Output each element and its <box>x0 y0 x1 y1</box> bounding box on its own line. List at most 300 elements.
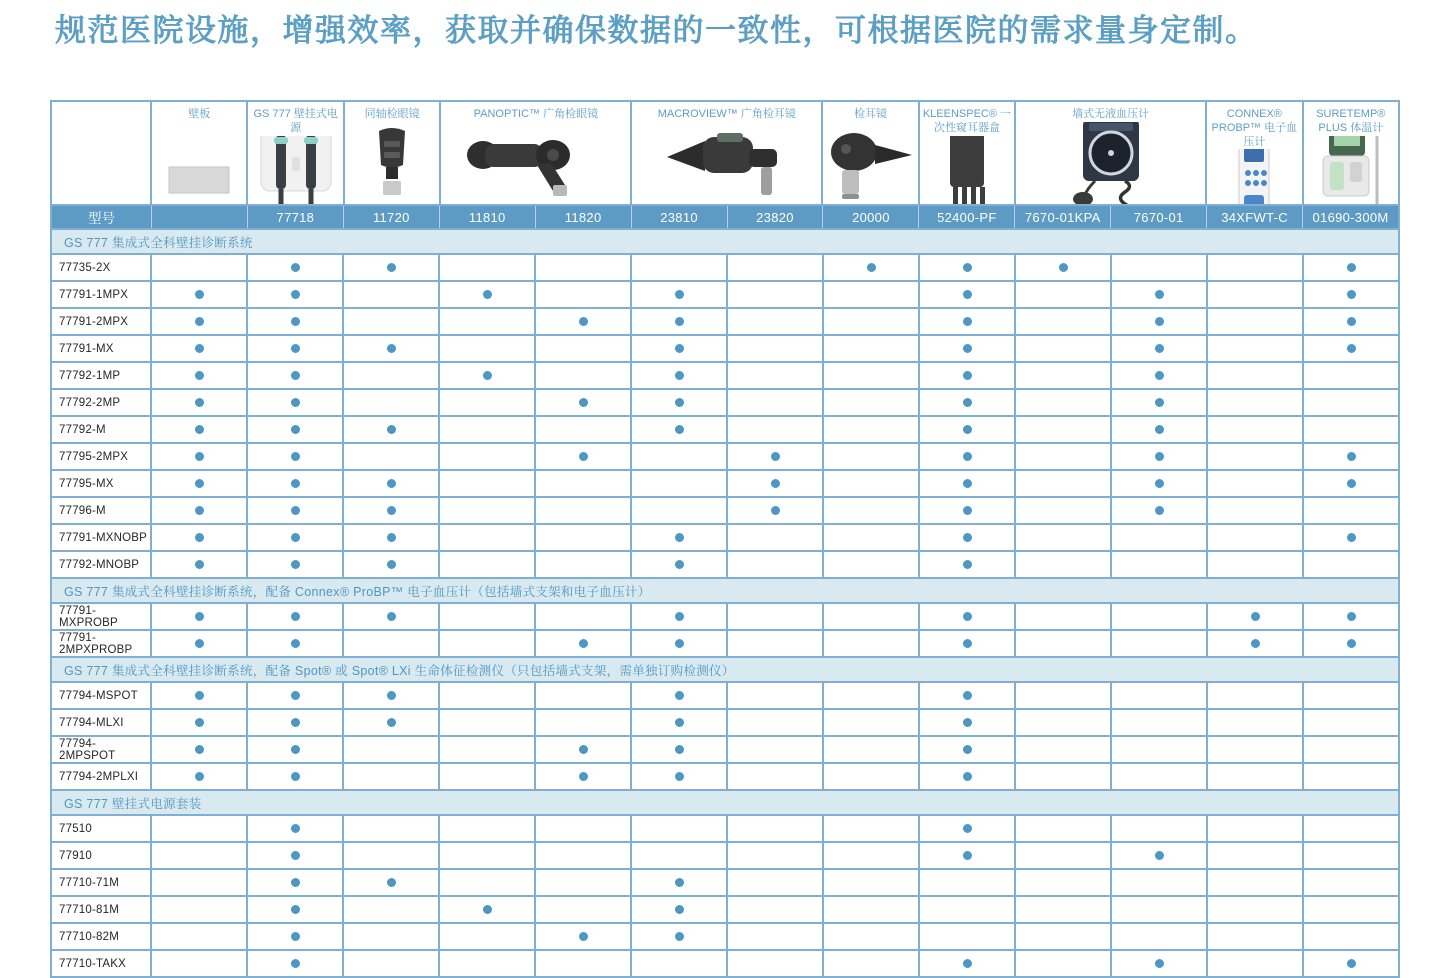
matrix-cell <box>440 282 536 307</box>
matrix-cell <box>1112 282 1208 307</box>
matrix-cell <box>920 631 1016 656</box>
matrix-cell <box>440 444 536 469</box>
matrix-cell <box>824 764 920 789</box>
matrix-cell <box>1016 255 1112 280</box>
matrix-cell <box>728 604 824 629</box>
matrix-cell <box>1208 444 1304 469</box>
row-model-label: 77794-2MPLXI <box>52 764 152 789</box>
matrix-cell <box>1112 843 1208 868</box>
model-code-cell: 23810 <box>632 206 728 228</box>
feature-dot <box>195 772 204 781</box>
matrix-cell <box>344 870 440 895</box>
feature-dot <box>675 317 684 326</box>
column-group-label: KLEENSPEC® 一次性窥耳器盒 <box>922 108 1012 134</box>
feature-dot <box>1251 639 1260 648</box>
specula-box-icon <box>937 136 997 205</box>
matrix-cell <box>920 843 1016 868</box>
matrix-cell <box>1208 737 1304 762</box>
feature-dot <box>579 452 588 461</box>
matrix-cell <box>440 816 536 841</box>
matrix-cell <box>1304 737 1398 762</box>
column-group-label: SURETEMP® PLUS 体温计 <box>1316 108 1386 134</box>
feature-dot <box>195 560 204 569</box>
matrix-cell <box>824 525 920 550</box>
feature-dot <box>1347 452 1356 461</box>
row-model-label: 77710-81M <box>52 897 152 922</box>
matrix-cell <box>632 924 728 949</box>
matrix-cell <box>632 604 728 629</box>
model-code-cell: 23820 <box>728 206 824 228</box>
matrix-cell <box>920 417 1016 442</box>
matrix-cell <box>1016 444 1112 469</box>
matrix-cell <box>1016 363 1112 388</box>
section-header: GS 777 集成式全科壁挂诊断系统，配备 Spot® 或 Spot® LXi 生命体征检测仪（只包括墙式支架，需单独订购检测仪） <box>52 656 1398 681</box>
matrix-cell <box>1016 710 1112 735</box>
column-group-0 <box>152 102 248 204</box>
matrix-cell <box>1208 336 1304 361</box>
feature-dot <box>291 851 300 860</box>
feature-dot <box>1155 398 1164 407</box>
matrix-cell <box>152 631 248 656</box>
matrix-cell <box>440 897 536 922</box>
matrix-cell <box>536 924 632 949</box>
matrix-cell <box>1304 498 1398 523</box>
table-row <box>52 681 1398 708</box>
matrix-cell <box>440 336 536 361</box>
feature-dot <box>963 533 972 542</box>
matrix-cell <box>248 444 344 469</box>
matrix-cell <box>632 764 728 789</box>
matrix-cell <box>248 336 344 361</box>
feature-dot <box>387 344 396 353</box>
feature-dot <box>1155 479 1164 488</box>
matrix-cell <box>1112 710 1208 735</box>
matrix-cell <box>1112 737 1208 762</box>
row-model-label: 77735-2X <box>52 255 152 280</box>
feature-dot <box>291 905 300 914</box>
feature-dot <box>675 425 684 434</box>
probp-icon <box>1231 149 1277 204</box>
row-model-label: 77710-82M <box>52 924 152 949</box>
matrix-cell <box>344 282 440 307</box>
matrix-cell <box>248 309 344 334</box>
matrix-cell <box>824 255 920 280</box>
matrix-cell <box>536 552 632 577</box>
feature-dot <box>195 479 204 488</box>
matrix-cell <box>824 870 920 895</box>
matrix-cell <box>728 525 824 550</box>
model-code-cell: 11820 <box>536 206 632 228</box>
matrix-cell <box>1208 363 1304 388</box>
matrix-cell <box>824 604 920 629</box>
matrix-cell <box>248 843 344 868</box>
matrix-cell <box>728 897 824 922</box>
row-model-label: 77710-TAKX <box>52 951 152 976</box>
table-row <box>52 280 1398 307</box>
feature-dot <box>963 560 972 569</box>
feature-dot <box>387 479 396 488</box>
matrix-cell <box>1304 552 1398 577</box>
matrix-cell <box>344 417 440 442</box>
matrix-cell <box>344 631 440 656</box>
row-model-label: 77795-MX <box>52 471 152 496</box>
feature-dot <box>1155 290 1164 299</box>
column-group-label: MACROVIEW™ 广角检耳镜 <box>657 108 796 120</box>
matrix-cell <box>728 336 824 361</box>
table-row <box>52 814 1398 841</box>
feature-dot <box>963 745 972 754</box>
table-row <box>52 388 1398 415</box>
column-group-label: 壁板 <box>188 108 211 120</box>
column-group-2 <box>345 102 441 204</box>
matrix-cell <box>536 764 632 789</box>
matrix-cell <box>536 309 632 334</box>
matrix-cell <box>1112 363 1208 388</box>
model-code-cell: 01690-300M <box>1312 209 1389 225</box>
column-group-8 <box>1207 102 1303 204</box>
table-row <box>52 868 1398 895</box>
matrix-cell <box>728 870 824 895</box>
matrix-cell <box>824 471 920 496</box>
matrix-cell <box>632 737 728 762</box>
matrix-cell <box>728 710 824 735</box>
model-code-cell: 52400-PF <box>919 206 1015 228</box>
matrix-cell <box>152 444 248 469</box>
feature-dot <box>195 371 204 380</box>
feature-dot <box>1155 425 1164 434</box>
feature-dot <box>1347 317 1356 326</box>
matrix-cell <box>536 870 632 895</box>
feature-dot <box>387 425 396 434</box>
feature-dot <box>195 290 204 299</box>
matrix-cell <box>152 390 248 415</box>
matrix-cell <box>536 390 632 415</box>
matrix-cell <box>920 282 1016 307</box>
feature-dot <box>195 452 204 461</box>
matrix-cell <box>824 309 920 334</box>
matrix-cell <box>728 631 824 656</box>
otoscope-icon <box>823 122 919 204</box>
matrix-cell <box>1208 471 1304 496</box>
matrix-cell <box>1112 552 1208 577</box>
matrix-cell <box>920 498 1016 523</box>
feature-dot <box>387 263 396 272</box>
matrix-cell <box>440 870 536 895</box>
matrix-cell <box>440 309 536 334</box>
matrix-cell <box>152 336 248 361</box>
feature-dot <box>579 745 588 754</box>
model-number-band <box>52 204 1398 228</box>
matrix-cell <box>632 897 728 922</box>
matrix-cell <box>440 525 536 550</box>
table-row <box>52 415 1398 442</box>
matrix-cell <box>344 363 440 388</box>
matrix-cell <box>728 764 824 789</box>
matrix-cell <box>1304 870 1398 895</box>
matrix-cell <box>824 444 920 469</box>
section-header: GS 777 集成式全科壁挂诊断系统，配备 Connex® ProBP™ 电子血压计（包括墙式支架和电子血压计） <box>52 577 1398 602</box>
matrix-cell <box>728 737 824 762</box>
matrix-cell <box>920 336 1016 361</box>
matrix-cell <box>920 525 1016 550</box>
row-model-label: 77792-1MP <box>52 363 152 388</box>
feature-dot <box>1155 452 1164 461</box>
matrix-cell <box>344 604 440 629</box>
matrix-cell <box>536 417 632 442</box>
aneroid-bp-icon <box>1055 122 1167 204</box>
row-model-label: 77796-M <box>52 498 152 523</box>
column-group-label: 墙式无液血压计 <box>1072 108 1150 120</box>
row-model-label: 77791-2MPXPROBP <box>52 631 152 656</box>
matrix-cell <box>440 363 536 388</box>
matrix-cell <box>1016 683 1112 708</box>
matrix-cell <box>1112 764 1208 789</box>
ophthalmoscope-icon <box>369 122 415 204</box>
matrix-cell <box>1112 417 1208 442</box>
matrix-cell <box>1304 951 1398 976</box>
table-row <box>52 762 1398 789</box>
matrix-cell <box>248 498 344 523</box>
matrix-cell <box>344 710 440 735</box>
matrix-cell <box>920 951 1016 976</box>
feature-dot <box>387 878 396 887</box>
matrix-cell <box>1208 604 1304 629</box>
feature-dot <box>675 560 684 569</box>
feature-dot <box>483 290 492 299</box>
matrix-cell <box>632 816 728 841</box>
matrix-cell <box>1016 870 1112 895</box>
matrix-cell <box>440 843 536 868</box>
matrix-cell <box>248 552 344 577</box>
matrix-cell <box>152 525 248 550</box>
matrix-cell <box>248 816 344 841</box>
table-row <box>52 307 1398 334</box>
matrix-cell <box>1304 336 1398 361</box>
matrix-cell <box>632 552 728 577</box>
feature-dot <box>675 691 684 700</box>
feature-dot <box>963 851 972 860</box>
matrix-cell <box>920 710 1016 735</box>
matrix-cell <box>632 390 728 415</box>
matrix-cell <box>1016 417 1112 442</box>
matrix-cell <box>536 897 632 922</box>
matrix-cell <box>824 336 920 361</box>
matrix-cell <box>248 951 344 976</box>
feature-dot <box>963 691 972 700</box>
column-group-3 <box>441 102 632 204</box>
feature-dot <box>1155 371 1164 380</box>
feature-dot <box>963 263 972 272</box>
product-compatibility-table <box>50 100 1400 978</box>
feature-dot <box>963 290 972 299</box>
matrix-cell <box>248 897 344 922</box>
column-group-6 <box>920 102 1016 204</box>
matrix-cell <box>824 363 920 388</box>
section-header: GS 777 壁挂式电源套装 <box>52 789 1398 814</box>
matrix-cell <box>1112 604 1208 629</box>
matrix-cell <box>824 951 920 976</box>
matrix-cell <box>536 737 632 762</box>
matrix-cell <box>1304 683 1398 708</box>
matrix-cell <box>1016 390 1112 415</box>
matrix-cell <box>1112 683 1208 708</box>
column-group-label: 同轴检眼镜 <box>364 108 420 120</box>
matrix-cell <box>1304 417 1398 442</box>
matrix-cell <box>152 604 248 629</box>
row-model-label: 77794-2MPSPOT <box>52 737 152 762</box>
row-model-label: 77791-2MPX <box>52 309 152 334</box>
matrix-cell <box>1208 764 1304 789</box>
feature-dot <box>1059 263 1068 272</box>
matrix-cell <box>920 390 1016 415</box>
matrix-cell <box>632 282 728 307</box>
matrix-cell <box>1208 897 1304 922</box>
matrix-cell <box>248 390 344 415</box>
matrix-cell <box>1208 710 1304 735</box>
matrix-cell <box>1112 309 1208 334</box>
feature-dot <box>675 398 684 407</box>
matrix-cell <box>632 498 728 523</box>
matrix-cell <box>1208 255 1304 280</box>
feature-dot <box>483 371 492 380</box>
feature-dot <box>387 718 396 727</box>
feature-dot <box>675 772 684 781</box>
feature-dot <box>963 612 972 621</box>
matrix-cell <box>1304 816 1398 841</box>
matrix-cell <box>632 951 728 976</box>
matrix-cell <box>248 604 344 629</box>
matrix-cell <box>920 683 1016 708</box>
matrix-cell <box>1016 737 1112 762</box>
matrix-cell <box>1208 631 1304 656</box>
matrix-cell <box>440 683 536 708</box>
matrix-cell <box>536 363 632 388</box>
matrix-cell <box>920 604 1016 629</box>
matrix-cell <box>1016 631 1112 656</box>
table-row <box>52 602 1398 629</box>
feature-dot <box>1347 290 1356 299</box>
row-model-label: 77791-MXNOBP <box>52 525 152 550</box>
matrix-cell <box>344 951 440 976</box>
feature-dot <box>291 878 300 887</box>
suretemp-icon <box>1304 136 1398 205</box>
matrix-cell <box>344 444 440 469</box>
matrix-cell <box>824 498 920 523</box>
matrix-cell <box>152 870 248 895</box>
matrix-cell <box>1112 498 1208 523</box>
matrix-cell <box>920 870 1016 895</box>
matrix-cell <box>344 683 440 708</box>
matrix-cell <box>536 816 632 841</box>
section-header: GS 777 集成式全科壁挂诊断系统 <box>52 228 1398 253</box>
matrix-cell <box>728 683 824 708</box>
feature-dot <box>291 506 300 515</box>
matrix-cell <box>248 870 344 895</box>
matrix-cell <box>1208 843 1304 868</box>
feature-dot <box>675 878 684 887</box>
feature-dot <box>579 772 588 781</box>
matrix-cell <box>824 552 920 577</box>
feature-dot <box>963 344 972 353</box>
matrix-cell <box>536 471 632 496</box>
matrix-cell <box>1112 816 1208 841</box>
matrix-cell <box>920 444 1016 469</box>
matrix-cell <box>824 683 920 708</box>
matrix-cell <box>344 309 440 334</box>
matrix-cell <box>152 683 248 708</box>
table-row <box>52 550 1398 577</box>
feature-dot <box>1155 317 1164 326</box>
feature-dot <box>1347 533 1356 542</box>
matrix-cell <box>440 417 536 442</box>
matrix-cell <box>824 897 920 922</box>
feature-dot <box>675 371 684 380</box>
matrix-cell <box>1304 363 1398 388</box>
matrix-cell <box>152 552 248 577</box>
matrix-cell <box>536 525 632 550</box>
matrix-cell <box>152 471 248 496</box>
column-group-label: PANOPTIC™ 广角检眼镜 <box>473 108 599 120</box>
feature-dot <box>291 718 300 727</box>
matrix-cell <box>536 683 632 708</box>
model-code-cell: 34XFWT-C <box>1207 206 1303 228</box>
feature-dot <box>963 959 972 968</box>
matrix-cell <box>1208 816 1304 841</box>
matrix-cell <box>824 924 920 949</box>
feature-dot <box>291 425 300 434</box>
matrix-cell <box>1112 951 1208 976</box>
matrix-cell <box>152 282 248 307</box>
matrix-cell <box>1112 525 1208 550</box>
matrix-cell <box>1112 897 1208 922</box>
matrix-cell <box>536 444 632 469</box>
matrix-cell <box>1208 870 1304 895</box>
matrix-cell <box>632 631 728 656</box>
feature-dot <box>675 745 684 754</box>
feature-dot <box>195 506 204 515</box>
matrix-cell <box>824 282 920 307</box>
matrix-cell <box>920 255 1016 280</box>
matrix-cell <box>152 255 248 280</box>
matrix-cell <box>728 444 824 469</box>
feature-dot <box>387 560 396 569</box>
feature-dot <box>291 371 300 380</box>
matrix-cell <box>344 255 440 280</box>
matrix-cell <box>344 924 440 949</box>
column-group-7 <box>1016 102 1207 204</box>
matrix-cell <box>632 444 728 469</box>
feature-dot <box>291 533 300 542</box>
feature-dot <box>483 905 492 914</box>
wall-board-icon <box>167 122 231 204</box>
model-code-cell: 77718 <box>248 206 344 228</box>
matrix-cell <box>1304 604 1398 629</box>
matrix-cell <box>440 471 536 496</box>
matrix-cell <box>1208 951 1304 976</box>
matrix-cell <box>152 897 248 922</box>
feature-dot <box>675 533 684 542</box>
matrix-cell <box>1112 390 1208 415</box>
row-model-label: 77794-MSPOT <box>52 683 152 708</box>
matrix-cell <box>728 498 824 523</box>
column-group-4 <box>632 102 823 204</box>
feature-dot <box>963 824 972 833</box>
matrix-cell <box>920 816 1016 841</box>
feature-dot <box>195 425 204 434</box>
matrix-cell <box>248 710 344 735</box>
feature-dot <box>291 745 300 754</box>
feature-dot <box>387 506 396 515</box>
